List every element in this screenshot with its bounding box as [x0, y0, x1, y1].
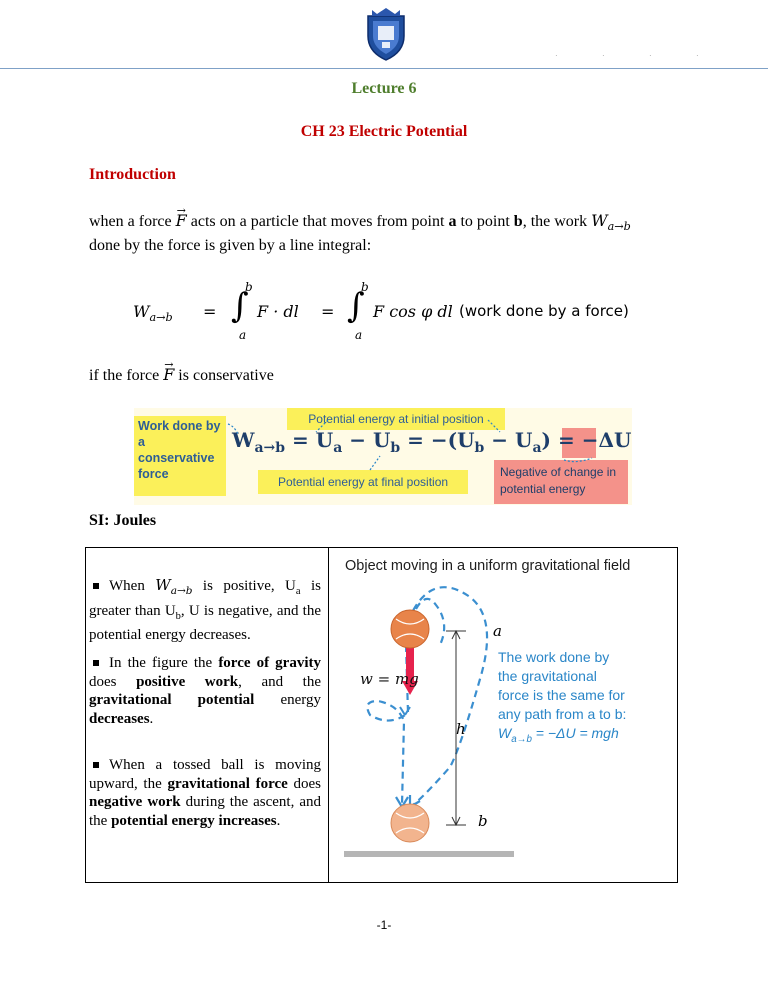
- cons-eq-ub-sub: b: [390, 440, 401, 456]
- b1-text-c: is greater than U: [89, 578, 321, 619]
- b1-text-a: When: [109, 578, 156, 594]
- intro-text-2: acts on a particle that moves from point: [186, 213, 449, 230]
- b1-text-d: , U is negative, and the potential energy decreases.: [89, 602, 321, 643]
- b3-text-b: gravitational force: [167, 775, 288, 792]
- si-units: SI: Joules: [89, 512, 157, 529]
- point-b: b: [513, 213, 523, 230]
- cons-eq-ub: − U: [342, 428, 391, 452]
- bullet-3: [89, 756, 321, 830]
- b1-ub: b: [175, 610, 181, 622]
- integral-lower-1: a: [239, 328, 247, 342]
- b2-text-h: decreases: [89, 710, 150, 727]
- b3-text-e: during the ascent, and the: [89, 794, 322, 829]
- figure-note: [498, 648, 626, 749]
- intro-text-5: done by the force is given by a line integral:: [89, 237, 372, 255]
- ball-top-icon: [391, 610, 429, 648]
- figure-label-a: a: [493, 622, 502, 640]
- b2-text-d: positive work: [136, 673, 239, 690]
- eq-lhs-sub: a→b: [149, 311, 173, 325]
- cons-eq-ua-sub: a: [333, 440, 343, 456]
- b2-text-e: , and the: [238, 673, 322, 690]
- b2-text-a: In the figure the: [109, 655, 219, 671]
- fig-note-4: any path from a to b:: [498, 706, 627, 722]
- introduction-heading: Introduction: [89, 166, 176, 183]
- integrand-1: F · dl: [257, 302, 299, 321]
- cons-eq-w-sub: a→b: [254, 440, 286, 456]
- intro-text-4: , the work: [522, 213, 592, 230]
- conservative-arrows: [220, 412, 600, 472]
- force-vector-symbol: → F: [176, 211, 187, 230]
- cons-eq-delta-u: −ΔU: [581, 428, 632, 452]
- b1-w: W: [155, 576, 171, 594]
- cons-eq-ub2-sub: b: [474, 440, 485, 456]
- b2-text-b: force of gravity: [218, 655, 321, 671]
- integral-sign-2: ∫: [347, 286, 365, 326]
- header-dots: . . . .: [555, 52, 720, 58]
- work-equation-note: (work done by a force): [459, 302, 629, 320]
- negative-change-label: Negative of change in potential energy: [494, 460, 628, 504]
- path-left: [367, 645, 408, 805]
- point-a: a: [448, 213, 457, 230]
- eq-lhs: W: [133, 302, 150, 321]
- work-done-label: Work done by a conservative force: [134, 416, 226, 496]
- university-shield-logo-icon: [364, 6, 408, 62]
- integral-upper-2: b: [361, 280, 369, 294]
- b1-ua: a: [295, 586, 301, 597]
- header-rule: [0, 68, 768, 69]
- table-divider: [328, 547, 329, 883]
- conservative-text-1: if the force: [89, 367, 164, 384]
- b3-text-c: does: [287, 775, 321, 792]
- integral-upper-1: b: [245, 280, 253, 294]
- bullet-square-icon: [93, 660, 99, 666]
- fig-note-5: W: [498, 725, 512, 741]
- ball-bottom-icon: [391, 804, 429, 842]
- fig-note-5-sub: a→b: [511, 733, 532, 745]
- figure-caption: Object moving in a uniform gravitational field: [345, 558, 631, 574]
- introduction-paragraph: [89, 211, 689, 255]
- b3-text-a: When a tossed ball is moving upward, the: [89, 757, 321, 792]
- integral-lower-2: a: [355, 328, 363, 342]
- pe-initial-label: Potential energy at initial position: [287, 408, 505, 430]
- page-number: -1-: [376, 918, 392, 932]
- figure-label-b: b: [478, 812, 488, 830]
- integrand-2: F cos φ dl: [373, 302, 453, 321]
- fig-note-1: The work done by: [498, 649, 610, 665]
- cons-eq-tail: = −(U: [400, 428, 475, 452]
- fig-note-3: force is the same for: [498, 687, 625, 703]
- b3-text-f: potential energy increases: [111, 812, 277, 829]
- fig-note-2: the gravitational: [498, 668, 597, 684]
- work-subscript: a→b: [607, 220, 631, 234]
- bullet-2: [89, 654, 321, 728]
- integral-sign-1: ∫: [231, 286, 249, 326]
- cons-eq-ua: = U: [285, 428, 334, 452]
- cons-eq-minus2: − U: [484, 428, 533, 452]
- b1-text-b: is positive, U: [192, 578, 296, 594]
- intro-text-3: to point: [456, 213, 514, 230]
- b2-text-g: energy: [254, 692, 321, 708]
- figure-weight-label: w = mg: [360, 670, 419, 688]
- work-symbol: W: [591, 211, 608, 230]
- cons-eq-close: ) =: [541, 428, 582, 452]
- bullet-square-icon: [93, 583, 99, 589]
- intro-text-1: when a force: [89, 213, 176, 230]
- bullet-square-icon: [93, 762, 99, 768]
- cons-eq-ua2-sub: a: [532, 440, 542, 456]
- ground: [344, 851, 514, 857]
- b2-text-f: gravitational potential: [89, 692, 255, 708]
- lecture-title: Lecture 6: [351, 80, 417, 97]
- figure-label-h: h: [456, 720, 466, 738]
- eq-equals-1: =: [203, 302, 217, 321]
- eq-equals-2: =: [321, 302, 335, 321]
- bullet-1: [89, 576, 321, 645]
- pe-final-label: Potential energy at final position: [258, 470, 468, 494]
- cons-eq-w: W: [232, 428, 255, 452]
- fig-note-5-rest: = −ΔU = mgh: [531, 725, 619, 741]
- b2-text-i: .: [149, 710, 154, 727]
- work-integral-equation: [133, 282, 653, 342]
- b2-text-c: does: [89, 673, 137, 690]
- b3-text-d: negative work: [89, 794, 181, 810]
- chapter-title: CH 23 Electric Potential: [300, 123, 468, 140]
- conservative-sentence: [89, 365, 274, 385]
- b3-text-g: .: [276, 812, 281, 829]
- force-vector-symbol-2: → F: [163, 365, 174, 384]
- b1-w-sub: a→b: [170, 585, 193, 597]
- conservative-text-2: is conservative: [174, 367, 274, 384]
